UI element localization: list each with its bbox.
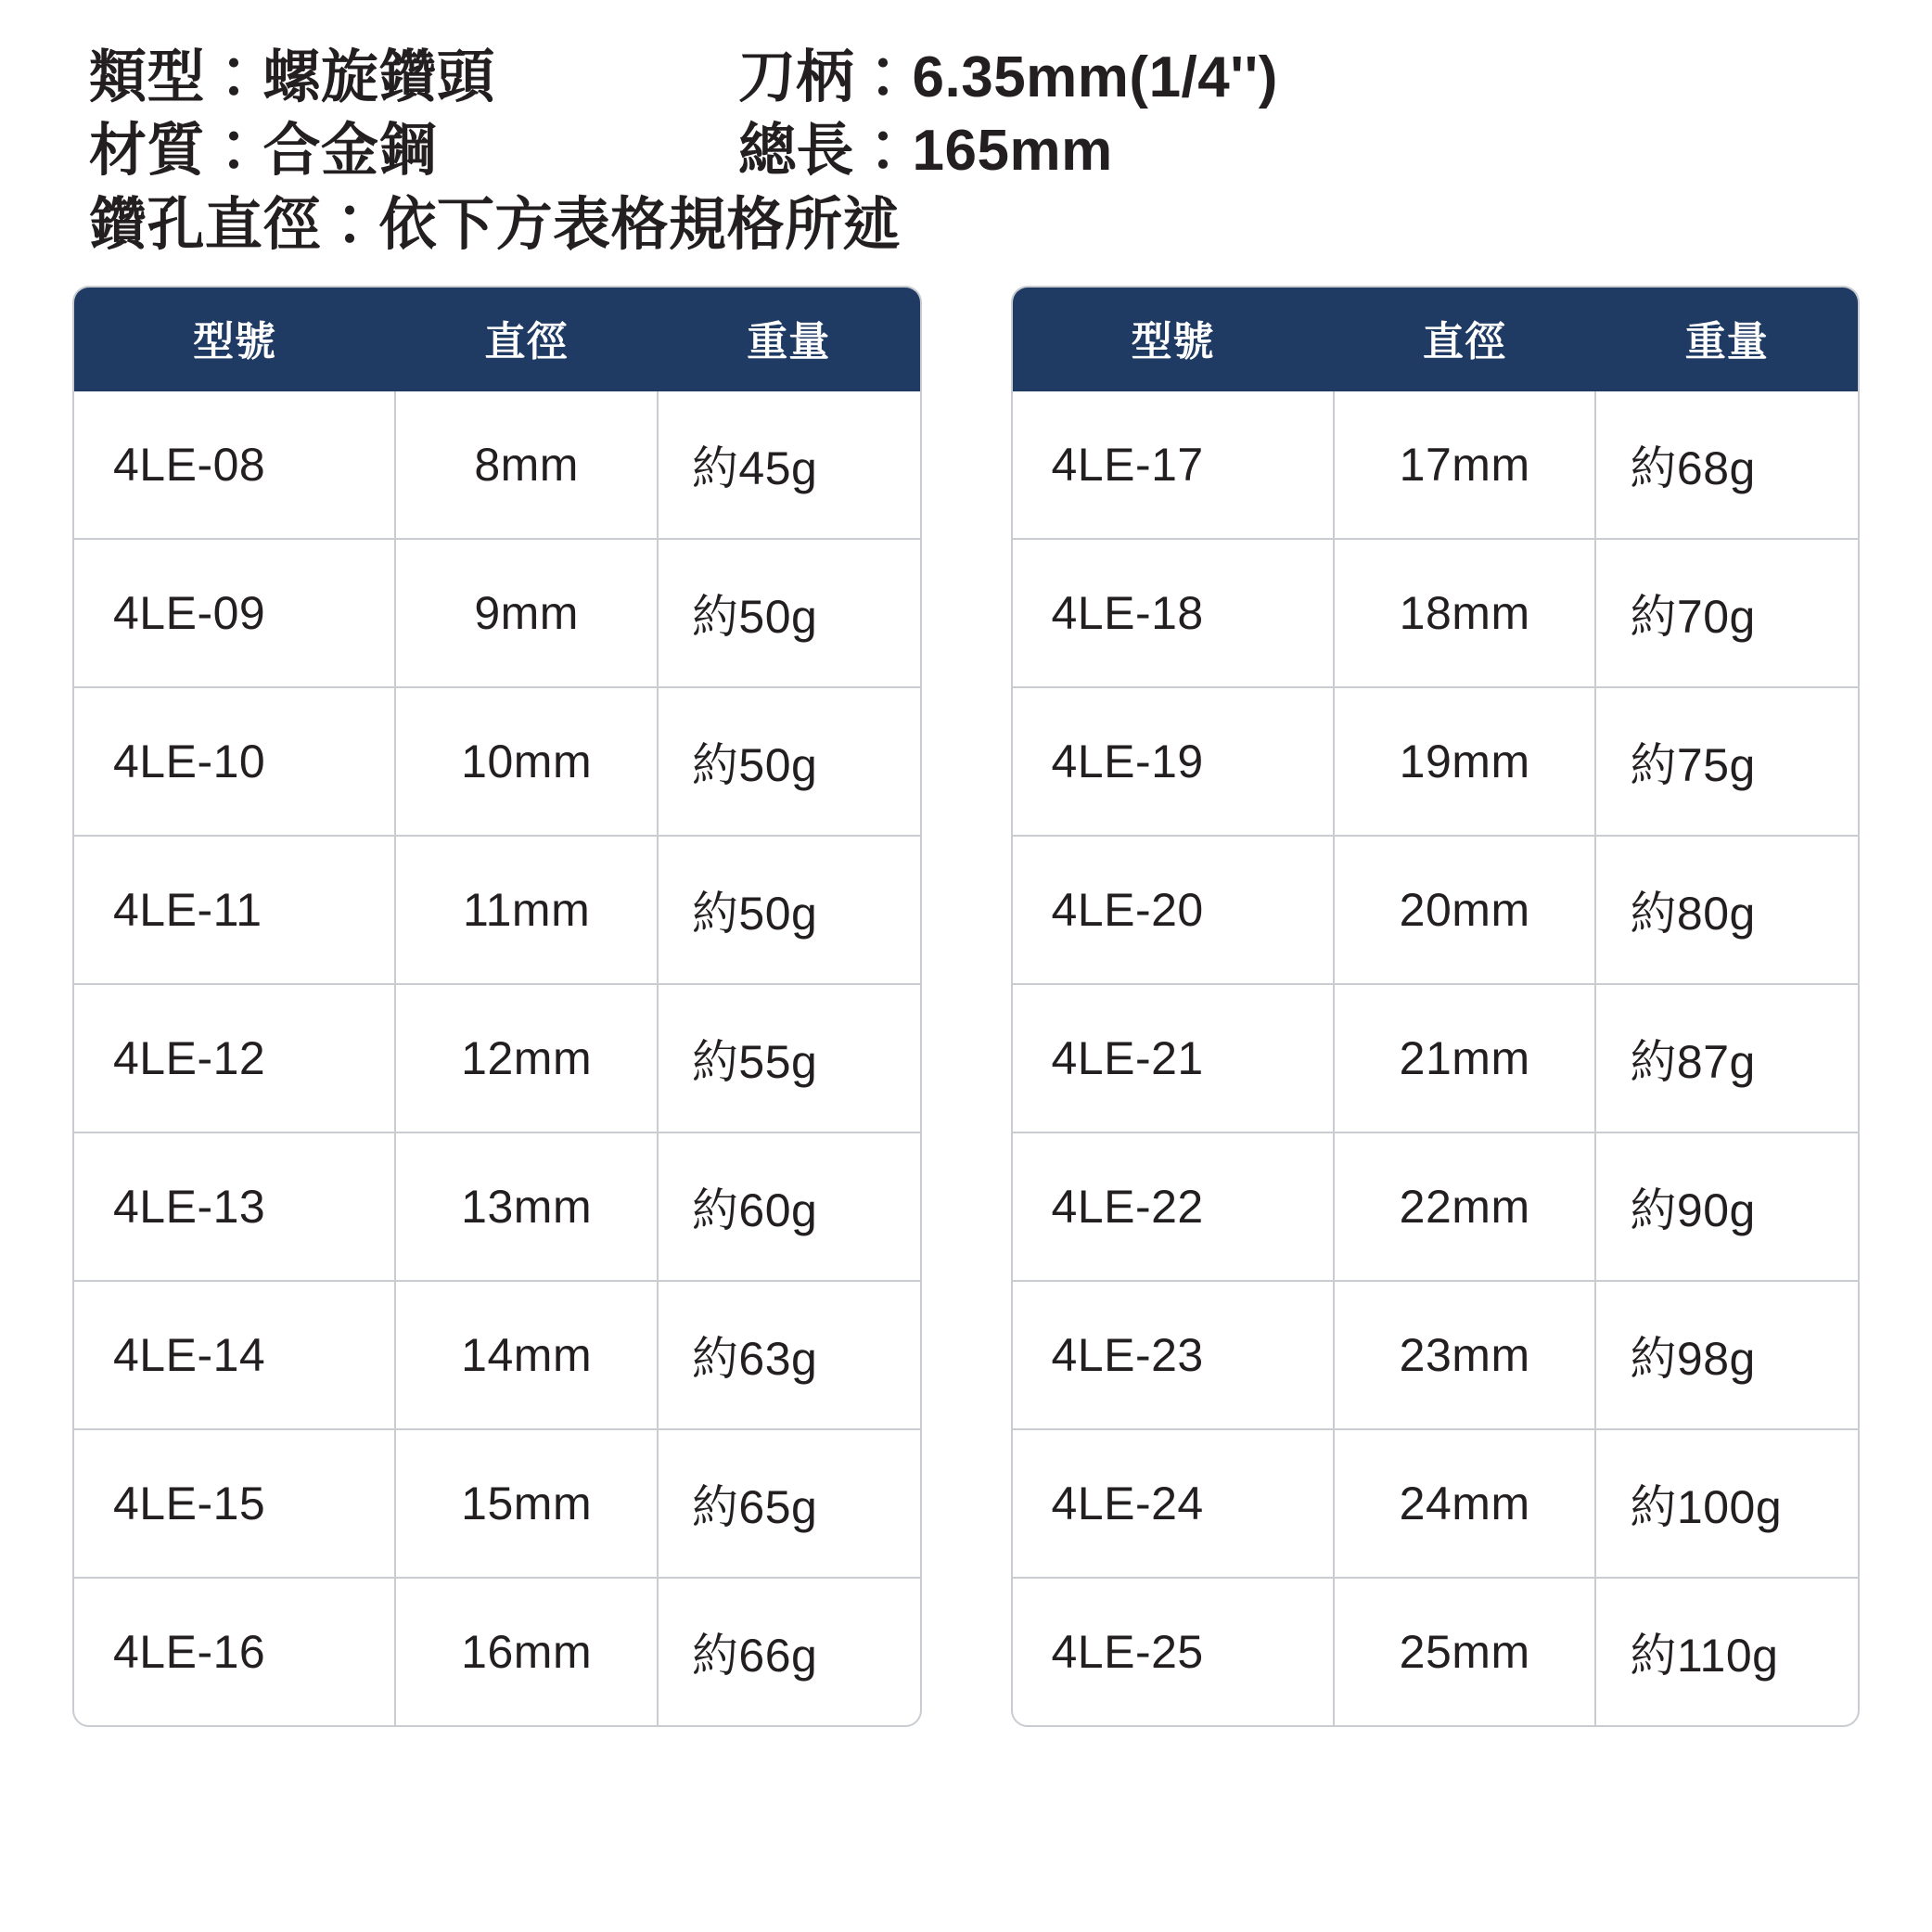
cell-weight: 約55g (658, 984, 920, 1132)
cell-diameter: 20mm (1334, 836, 1596, 984)
cell-weight: 約110g (1630, 1630, 1779, 1683)
cell-model: 4LE-18 (1013, 539, 1334, 687)
cell-model: 4LE-25 (1013, 1578, 1334, 1725)
table-row (74, 1429, 920, 1578)
spec-table-left (72, 286, 922, 1727)
table-row (74, 539, 920, 687)
cell-model: 4LE-22 (1013, 1132, 1334, 1281)
cell-diameter: 10mm (395, 687, 658, 836)
cell-model: 4LE-13 (74, 1132, 395, 1281)
cell-diameter: 17mm (1334, 391, 1596, 539)
product-spec-block (89, 41, 1860, 262)
column-header-diameter: 直徑 (1334, 288, 1596, 391)
column-header-weight: 重量 (658, 288, 920, 391)
cell-diameter: 13mm (395, 1132, 658, 1281)
column-header-model: 型號 (1013, 288, 1334, 391)
column-header-diameter: 直徑 (395, 288, 658, 391)
cell-model: 4LE-23 (1013, 1281, 1334, 1429)
cell-diameter: 24mm (1334, 1429, 1596, 1578)
spec-tables (72, 286, 1860, 1727)
cell-model: 4LE-11 (74, 836, 395, 984)
table-row (74, 1281, 920, 1429)
table-row (74, 984, 920, 1132)
cell-model: 4LE-24 (1013, 1429, 1334, 1578)
table-row (1013, 1132, 1859, 1281)
cell-weight: 約50g (658, 539, 920, 687)
spec-row (89, 114, 1860, 187)
cell-model: 4LE-09 (74, 539, 395, 687)
column-header-model: 型號 (74, 288, 395, 391)
cell-weight: 約87g (1595, 984, 1858, 1132)
cell-diameter: 8mm (395, 391, 658, 539)
table-row (1013, 1429, 1859, 1578)
table-row (74, 836, 920, 984)
cell-model: 4LE-12 (74, 984, 395, 1132)
cell-model: 4LE-15 (74, 1429, 395, 1578)
cell-diameter: 25mm (1334, 1578, 1596, 1725)
cell-diameter: 23mm (1334, 1281, 1596, 1429)
table-head (1013, 288, 1859, 391)
cell-weight: 約60g (658, 1132, 920, 1281)
cell-diameter: 21mm (1334, 984, 1596, 1132)
cell-weight: 約80g (1595, 836, 1858, 984)
cell-diameter: 9mm (395, 539, 658, 687)
cell-model: 4LE-16 (74, 1578, 395, 1725)
table-body (1013, 391, 1859, 1725)
spec-row (89, 188, 1860, 262)
table (74, 288, 920, 1725)
cell-model: 4LE-21 (1013, 984, 1334, 1132)
cell-weight: 約50g (658, 687, 920, 836)
cell-weight: 約90g (1595, 1132, 1858, 1281)
cell-model: 4LE-10 (74, 687, 395, 836)
cell-diameter: 16mm (395, 1578, 658, 1725)
spec-table-right (1011, 286, 1861, 1727)
cell-weight: 約75g (1595, 687, 1858, 836)
table-row (1013, 1578, 1859, 1725)
cell-weight: 約98g (1595, 1281, 1858, 1429)
spec-hole-diameter: 鑽孔直徑：依下方表格規格所述 (89, 192, 902, 257)
spec-type: 類型：螺旋鑽頭 (89, 45, 495, 109)
cell-model: 4LE-19 (1013, 687, 1334, 836)
table-header-row (1013, 288, 1859, 391)
table-row (1013, 836, 1859, 984)
table-head (74, 288, 920, 391)
table-row (74, 391, 920, 539)
spec-shank: 刀柄：6.35mm(1/4'') (738, 45, 1278, 109)
table (1013, 288, 1859, 1725)
cell-model: 4LE-17 (1013, 391, 1334, 539)
cell-model: 4LE-08 (74, 391, 395, 539)
cell-weight: 約66g (691, 1630, 818, 1683)
cell-weight: 約65g (658, 1429, 920, 1578)
cell-diameter: 22mm (1334, 1132, 1596, 1281)
cell-diameter: 12mm (395, 984, 658, 1132)
cell-diameter: 14mm (395, 1281, 658, 1429)
cell-model: 4LE-14 (74, 1281, 395, 1429)
table-row (1013, 1281, 1859, 1429)
table-row (1013, 984, 1859, 1132)
table-row (1013, 539, 1859, 687)
cell-weight: 約68g (1595, 391, 1858, 539)
table-row (1013, 687, 1859, 836)
spec-row (89, 41, 1860, 114)
spec-material: 材質：合金鋼 (89, 119, 438, 184)
cell-diameter: 11mm (395, 836, 658, 984)
table-body (74, 391, 920, 1725)
cell-weight: 約100g (1595, 1429, 1858, 1578)
cell-model: 4LE-20 (1013, 836, 1334, 984)
spec-total-length: 總長：165mm (738, 119, 1113, 184)
column-header-weight: 重量 (1595, 288, 1858, 391)
table-row (74, 1132, 920, 1281)
cell-diameter: 18mm (1334, 539, 1596, 687)
cell-weight: 約45g (658, 391, 920, 539)
table-row (74, 1578, 920, 1725)
table-row (1013, 391, 1859, 539)
table-row (74, 687, 920, 836)
cell-weight: 約70g (1595, 539, 1858, 687)
cell-diameter: 19mm (1334, 687, 1596, 836)
cell-diameter: 15mm (395, 1429, 658, 1578)
cell-weight: 約50g (658, 836, 920, 984)
cell-weight: 約63g (658, 1281, 920, 1429)
table-header-row (74, 288, 920, 391)
